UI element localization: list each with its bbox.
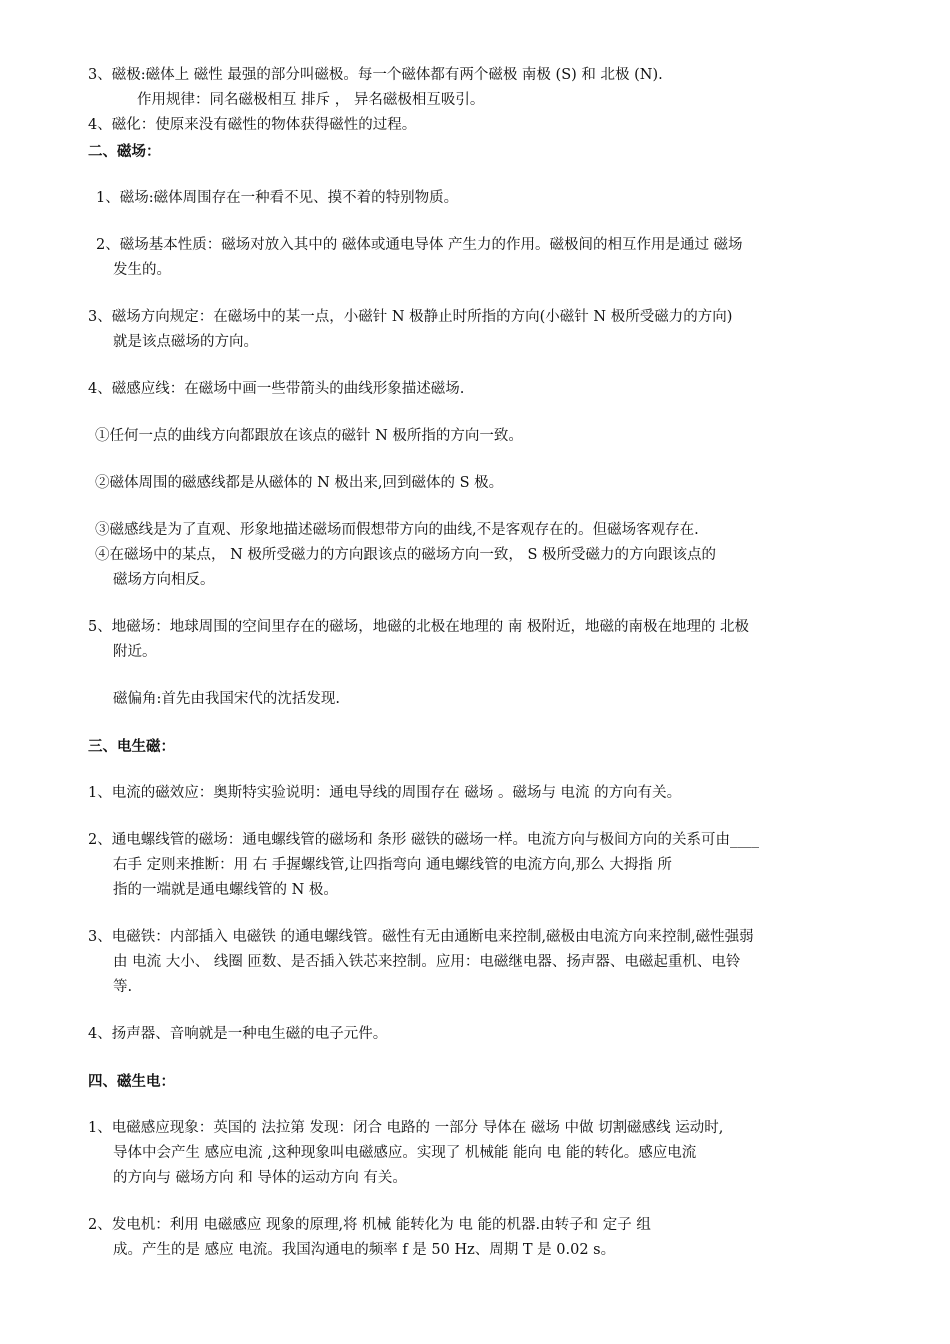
- text-line: 作用规律：同名磁极相互 排斥 ， 异名磁极相互吸引。: [137, 92, 485, 108]
- text-line: 的方向与 磁场方向 和 导体的运动方向 有关。: [113, 1170, 407, 1186]
- text-line: 1、磁场:磁体周围存在一种看不见、摸不着的特别物质。: [96, 190, 459, 206]
- text-line: 5、地磁场：地球周围的空间里存在的磁场，地磁的北极在地理的 南 极附近，地磁的南极在地理的 北极: [88, 619, 750, 635]
- text-line: 1、电磁感应现象：英国的 法拉第 发现：闭合 电路的 一部分 导体在 磁场 中做 切割磁感线 运动时,: [88, 1120, 724, 1136]
- text-line: 等.: [113, 979, 133, 995]
- text-line: 3、磁极:磁体上 磁性 最强的部分叫磁极。每一个磁体都有两个磁极 南极 (S) 和 北极 (N).: [88, 67, 663, 83]
- text-line: 就是该点磁场的方向。: [113, 334, 258, 350]
- text-line: 4、扬声器、音响就是一种电生磁的电子元件。: [88, 1026, 388, 1042]
- text-line: 2、通电螺线管的磁场：通电螺线管的磁场和 条形 磁铁的磁场一样。电流方向与极间方向的关系可由____: [88, 832, 759, 848]
- text-line: 2、发电机：利用 电磁感应 现象的原理,将 机械 能转化为 电 能的机器.由转子和 定子 组: [88, 1217, 651, 1233]
- text-line: 右手 定则来推断：用 右 手握螺线管,让四指弯向 通电螺线管的电流方向,那么 大拇指 所: [113, 857, 672, 873]
- text-line: 磁偏角:首先由我国宋代的沈括发现.: [113, 691, 340, 707]
- text-line: 4、磁化：使原来没有磁性的物体获得磁性的过程。: [88, 117, 417, 133]
- text-line: 3、磁场方向规定：在磁场中的某一点，小磁针 N 极静止时所指的方向(小磁针 N 极所受磁力的方向): [88, 309, 733, 325]
- text-line: ①任何一点的曲线方向都跟放在该点的磁针 N 极所指的方向一致。: [95, 428, 523, 444]
- text-line: 发生的。: [113, 262, 171, 278]
- section-heading: 二、磁场：: [88, 143, 161, 160]
- text-line: 1、电流的磁效应：奥斯特实验说明：通电导线的周围存在 磁场 。磁场与 电流 的方向有关。: [88, 785, 682, 801]
- text-line: 由 电流 大小、 线圈 匝数、是否插入铁芯来控制。应用：电磁继电器、扬声器、电磁起重机、电铃: [113, 954, 741, 970]
- text-line: 磁场方向相反。: [113, 572, 215, 588]
- section-heading: 四、磁生电：: [88, 1073, 175, 1090]
- text-line: ③磁感线是为了直观、形象地描述磁场而假想带方向的曲线,不是客观存在的。但磁场客观存在.: [95, 522, 699, 538]
- text-line: ④在磁场中的某点， N 极所受磁力的方向跟该点的磁场方向一致， S 极所受磁力的方向跟该点的: [95, 547, 717, 563]
- text-line: ②磁体周围的磁感线都是从磁体的 N 极出来,回到磁体的 S 极。: [95, 475, 504, 491]
- section-heading: 三、电生磁：: [88, 738, 175, 755]
- text-line: 3、电磁铁：内部插入 电磁铁 的通电螺线管。磁性有无由通断电来控制,磁极由电流方向来控制,磁性强弱: [88, 929, 754, 945]
- text-line: 导体中会产生 感应电流 ,这种现象叫电磁感应。实现了 机械能 能向 电 能的转化。感应电流: [113, 1145, 697, 1161]
- text-line: 成。产生的是 感应 电流。我国沟通电的频率 f 是 50 Hz、周期 T 是 0.02 s。: [113, 1242, 616, 1258]
- text-line: 4、磁感应线：在磁场中画一些带箭头的曲线形象描述磁场.: [88, 381, 465, 397]
- text-line: 指的一端就是通电螺线管的 N 极。: [113, 882, 338, 898]
- text-line: 附近。: [113, 644, 157, 660]
- text-line: 2、磁场基本性质：磁场对放入其中的 磁体或通电导体 产生力的作用。磁极间的相互作用是通过 磁场: [96, 237, 743, 253]
